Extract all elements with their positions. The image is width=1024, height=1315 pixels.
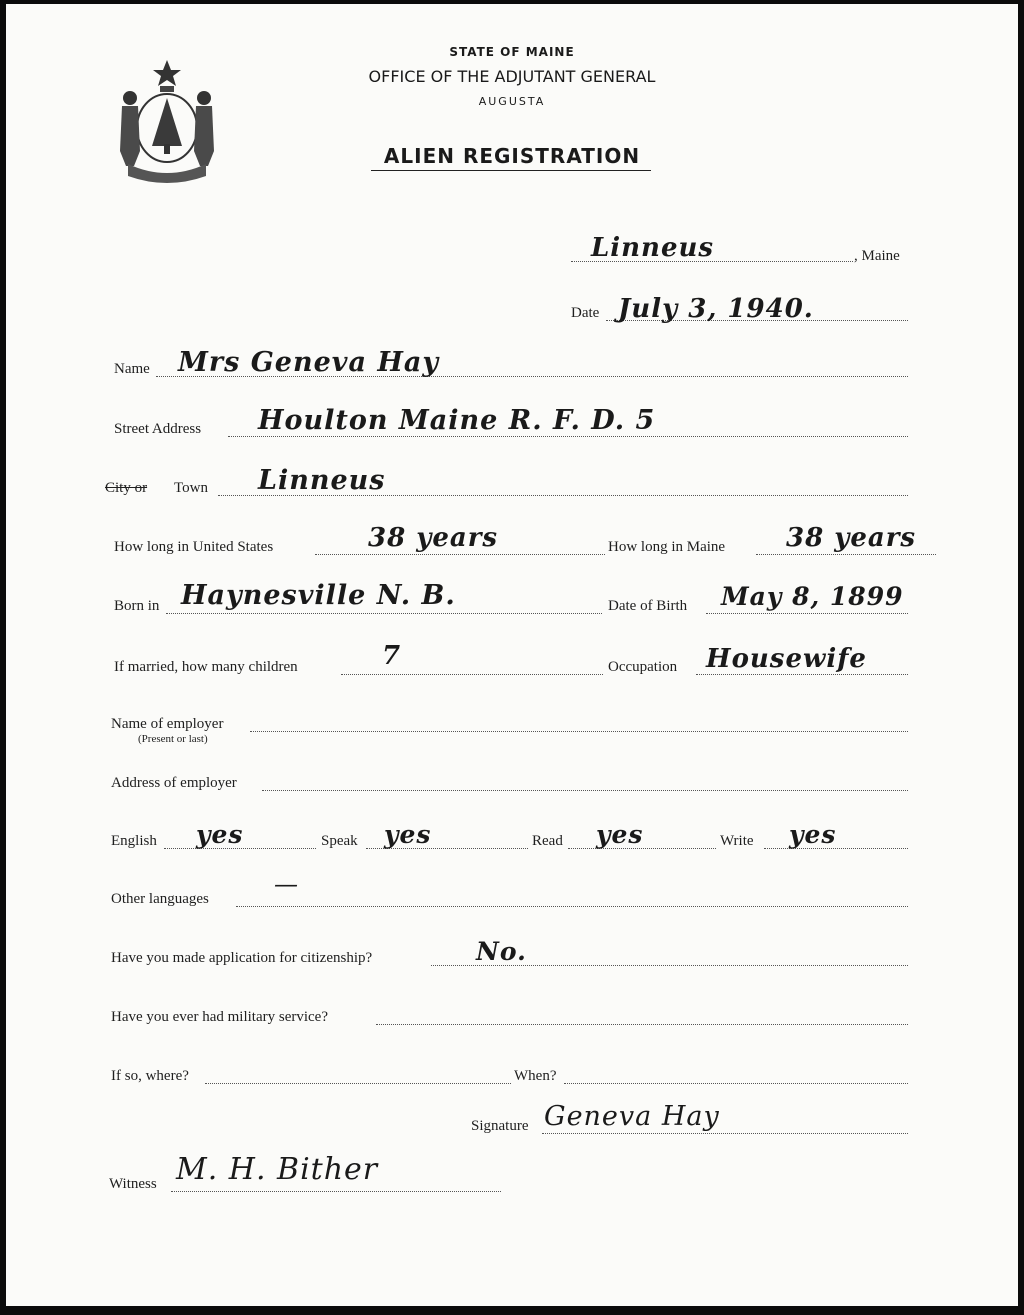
read-label: Read [532, 833, 563, 849]
city-label-struck: City or [105, 480, 148, 496]
employer-name-label: Name of employer [111, 716, 224, 732]
employer-name-sublabel: (Present or last) [138, 733, 208, 745]
name-label: Name [114, 361, 150, 377]
occupation-label: Occupation [608, 659, 678, 675]
write-value[interactable]: yes [789, 820, 837, 849]
header-state: STATE OF MAINE [449, 45, 575, 59]
english-value[interactable]: yes [196, 820, 244, 849]
signature-label: Signature [471, 1118, 529, 1134]
place-value[interactable]: Linneus [591, 233, 715, 263]
citizenship-label: Have you made application for citizenship? [111, 950, 373, 966]
signature-value[interactable]: Geneva Hay [544, 1101, 720, 1132]
town-value[interactable]: Linneus [258, 465, 386, 496]
town-label: Town [174, 480, 208, 496]
how-long-maine-label: How long in Maine [608, 539, 726, 555]
header-city: AUGUSTA [478, 95, 546, 108]
other-languages-value[interactable]: — [274, 870, 299, 898]
date-of-birth-value[interactable]: May 8, 1899 [721, 582, 904, 611]
registration-form-page [6, 4, 1018, 1306]
speak-value[interactable]: yes [384, 820, 432, 849]
how-long-us-label: How long in United States [114, 539, 274, 555]
military-label: Have you ever had military service? [111, 1009, 328, 1025]
other-languages-label: Other languages [111, 891, 209, 907]
witness-label: Witness [109, 1176, 157, 1192]
date-of-birth-label: Date of Birth [608, 598, 688, 614]
speak-label: Speak [321, 833, 358, 849]
where-label: If so, where? [111, 1068, 189, 1084]
date-label: Date [571, 305, 600, 321]
street-address-label: Street Address [114, 421, 202, 437]
when-label: When? [514, 1068, 557, 1084]
read-value[interactable]: yes [596, 820, 644, 849]
date-value[interactable]: July 3, 1940. [618, 294, 814, 324]
children-value[interactable]: 7 [382, 641, 402, 671]
occupation-value[interactable]: Housewife [706, 644, 867, 674]
employer-address-label: Address of employer [111, 775, 237, 791]
children-label: If married, how many children [114, 659, 298, 675]
write-label: Write [720, 833, 754, 849]
english-label: English [111, 833, 157, 849]
born-in-label: Born in [114, 598, 160, 614]
street-address-value[interactable]: Houlton Maine R. F. D. 5 [258, 405, 656, 436]
witness-value[interactable]: M. H. Bither [176, 1152, 379, 1187]
how-long-us-value[interactable]: 38 years [368, 523, 499, 553]
how-long-maine-value[interactable]: 38 years [786, 523, 917, 553]
place-suffix: , Maine [854, 248, 900, 264]
citizenship-value[interactable]: No. [476, 937, 527, 966]
form-title: ALIEN REGISTRATION [383, 144, 641, 168]
title-underline [371, 170, 651, 171]
born-in-value[interactable]: Haynesville N. B. [181, 580, 456, 611]
header-office: OFFICE OF THE ADJUTANT GENERAL [368, 67, 656, 86]
name-value[interactable]: Mrs Geneva Hay [178, 347, 440, 378]
